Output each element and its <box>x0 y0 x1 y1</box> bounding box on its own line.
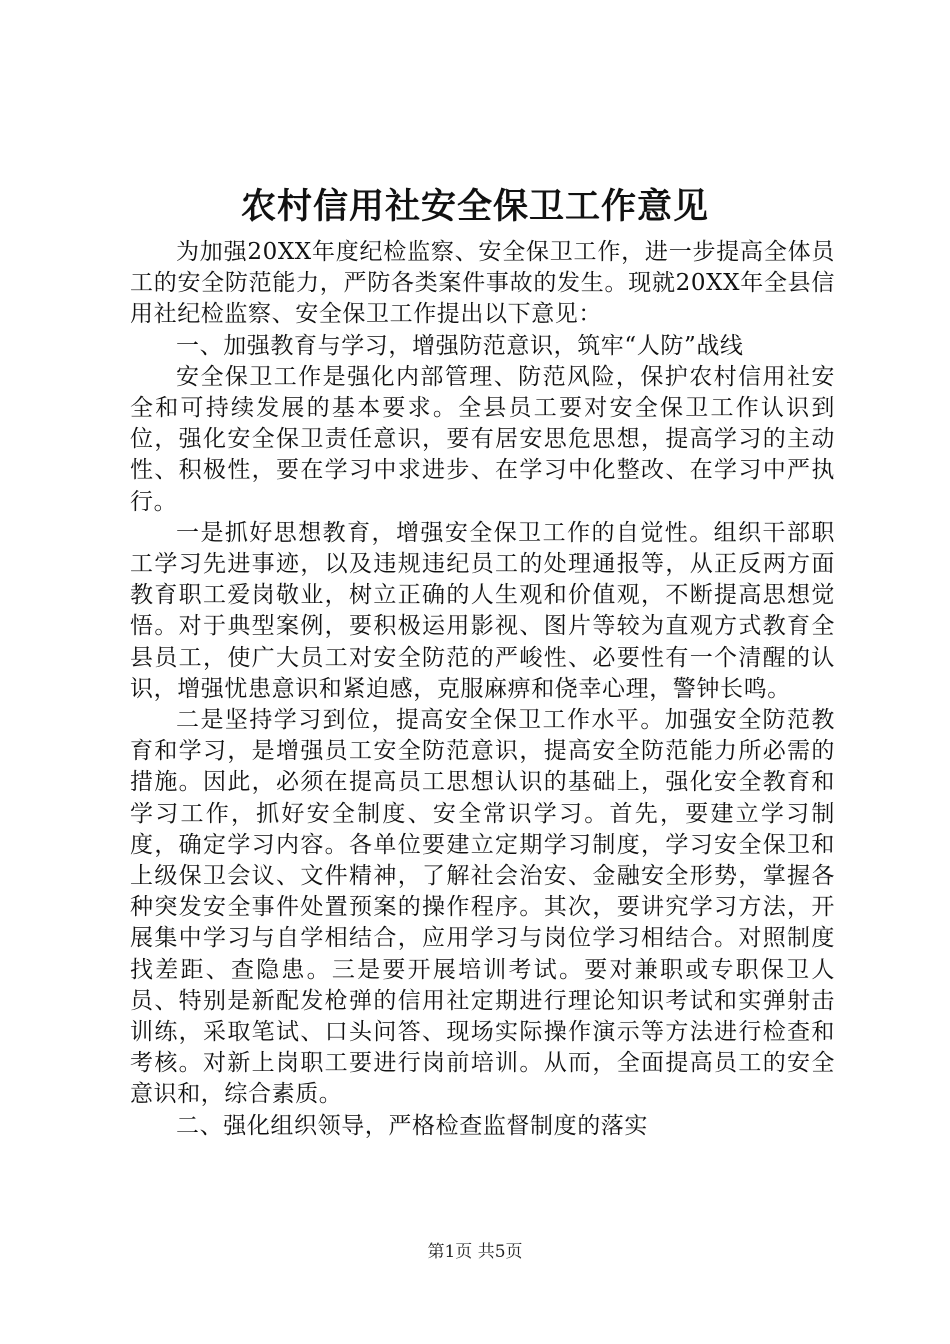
section-heading-1: 一、加强教育与学习，增强防范意识，筑牢“人防”战线 <box>176 332 744 359</box>
section-heading-2: 二、强化组织领导，严格检查监督制度的落实 <box>176 1112 648 1139</box>
document-title: 农村信用社安全保卫工作意见 <box>240 186 709 227</box>
body-paragraph: 安全保卫工作是强化内部管理、防范风险，保护农村信用社安全和可持续发展的基本要求。全县员工要对安全保卫工作认识到位，强化安全保卫责任意识，要有居安思危思想，提高学习的主动性、积极性，要在学习中求进步、在学习中化整改、在学习中严执行。 <box>130 363 835 515</box>
document-body <box>130 237 835 1142</box>
body-paragraph: 一是抓好思想教育，增强安全保卫工作的自觉性。组织干部职工学习先进事迹，以及违规违纪员工的处理通报等，从正反两方面教育职工爱岗敬业，树立正确的人生观和价值观，不断提高思想觉悟。对于典型案例，要积极运用影视、图片等较为直观方式教育全县员工，使广大员工对安全防范的严峻性、必要性有一个清醒的认识，增强忧患意识和紧迫感，克服麻痹和侥幸心理，警钟长鸣。 <box>130 519 835 702</box>
intro-paragraph: 为加强20XX年度纪检监察、安全保卫工作，进一步提高全体员工的安全防范能力，严防各类案件事故的发生。现就20XX年全县信用社纪检监察、安全保卫工作提出以下意见： <box>130 239 835 328</box>
page-number-footer: 第1页 共5页 <box>427 1242 523 1262</box>
body-paragraph: 二是坚持学习到位，提高安全保卫工作水平。加强安全防范教育和学习，是增强员工安全防范意识，提高安全防范能力所必需的措施。因此，必须在提高员工思想认识的基础上，强化安全教育和学习工作，抓好安全制度、安全常识学习。首先，要建立学习制度，确定学习内容。各单位要建立定期学习制度，学习安全保卫和上级保卫会议、文件精神，了解社会治安、金融安全形势，掌握各种突发安全事件处置预案的操作程序。其次，要讲究学习方法，开展集中学习与自学相结合，应用学习与岗位学习相结合。对照制度找差距、查隐患。三是要开展培训考试。要对兼职或专职保卫人员、特别是新配发枪弹的信用社定期进行理论知识考试和实弹射击训练，采取笔试、口头问答、现场实际操作演示等方法进行检查和考核。对新上岗职工要进行岗前培训。从而，全面提高员工的安全意识和，综合素质。 <box>130 707 835 1108</box>
